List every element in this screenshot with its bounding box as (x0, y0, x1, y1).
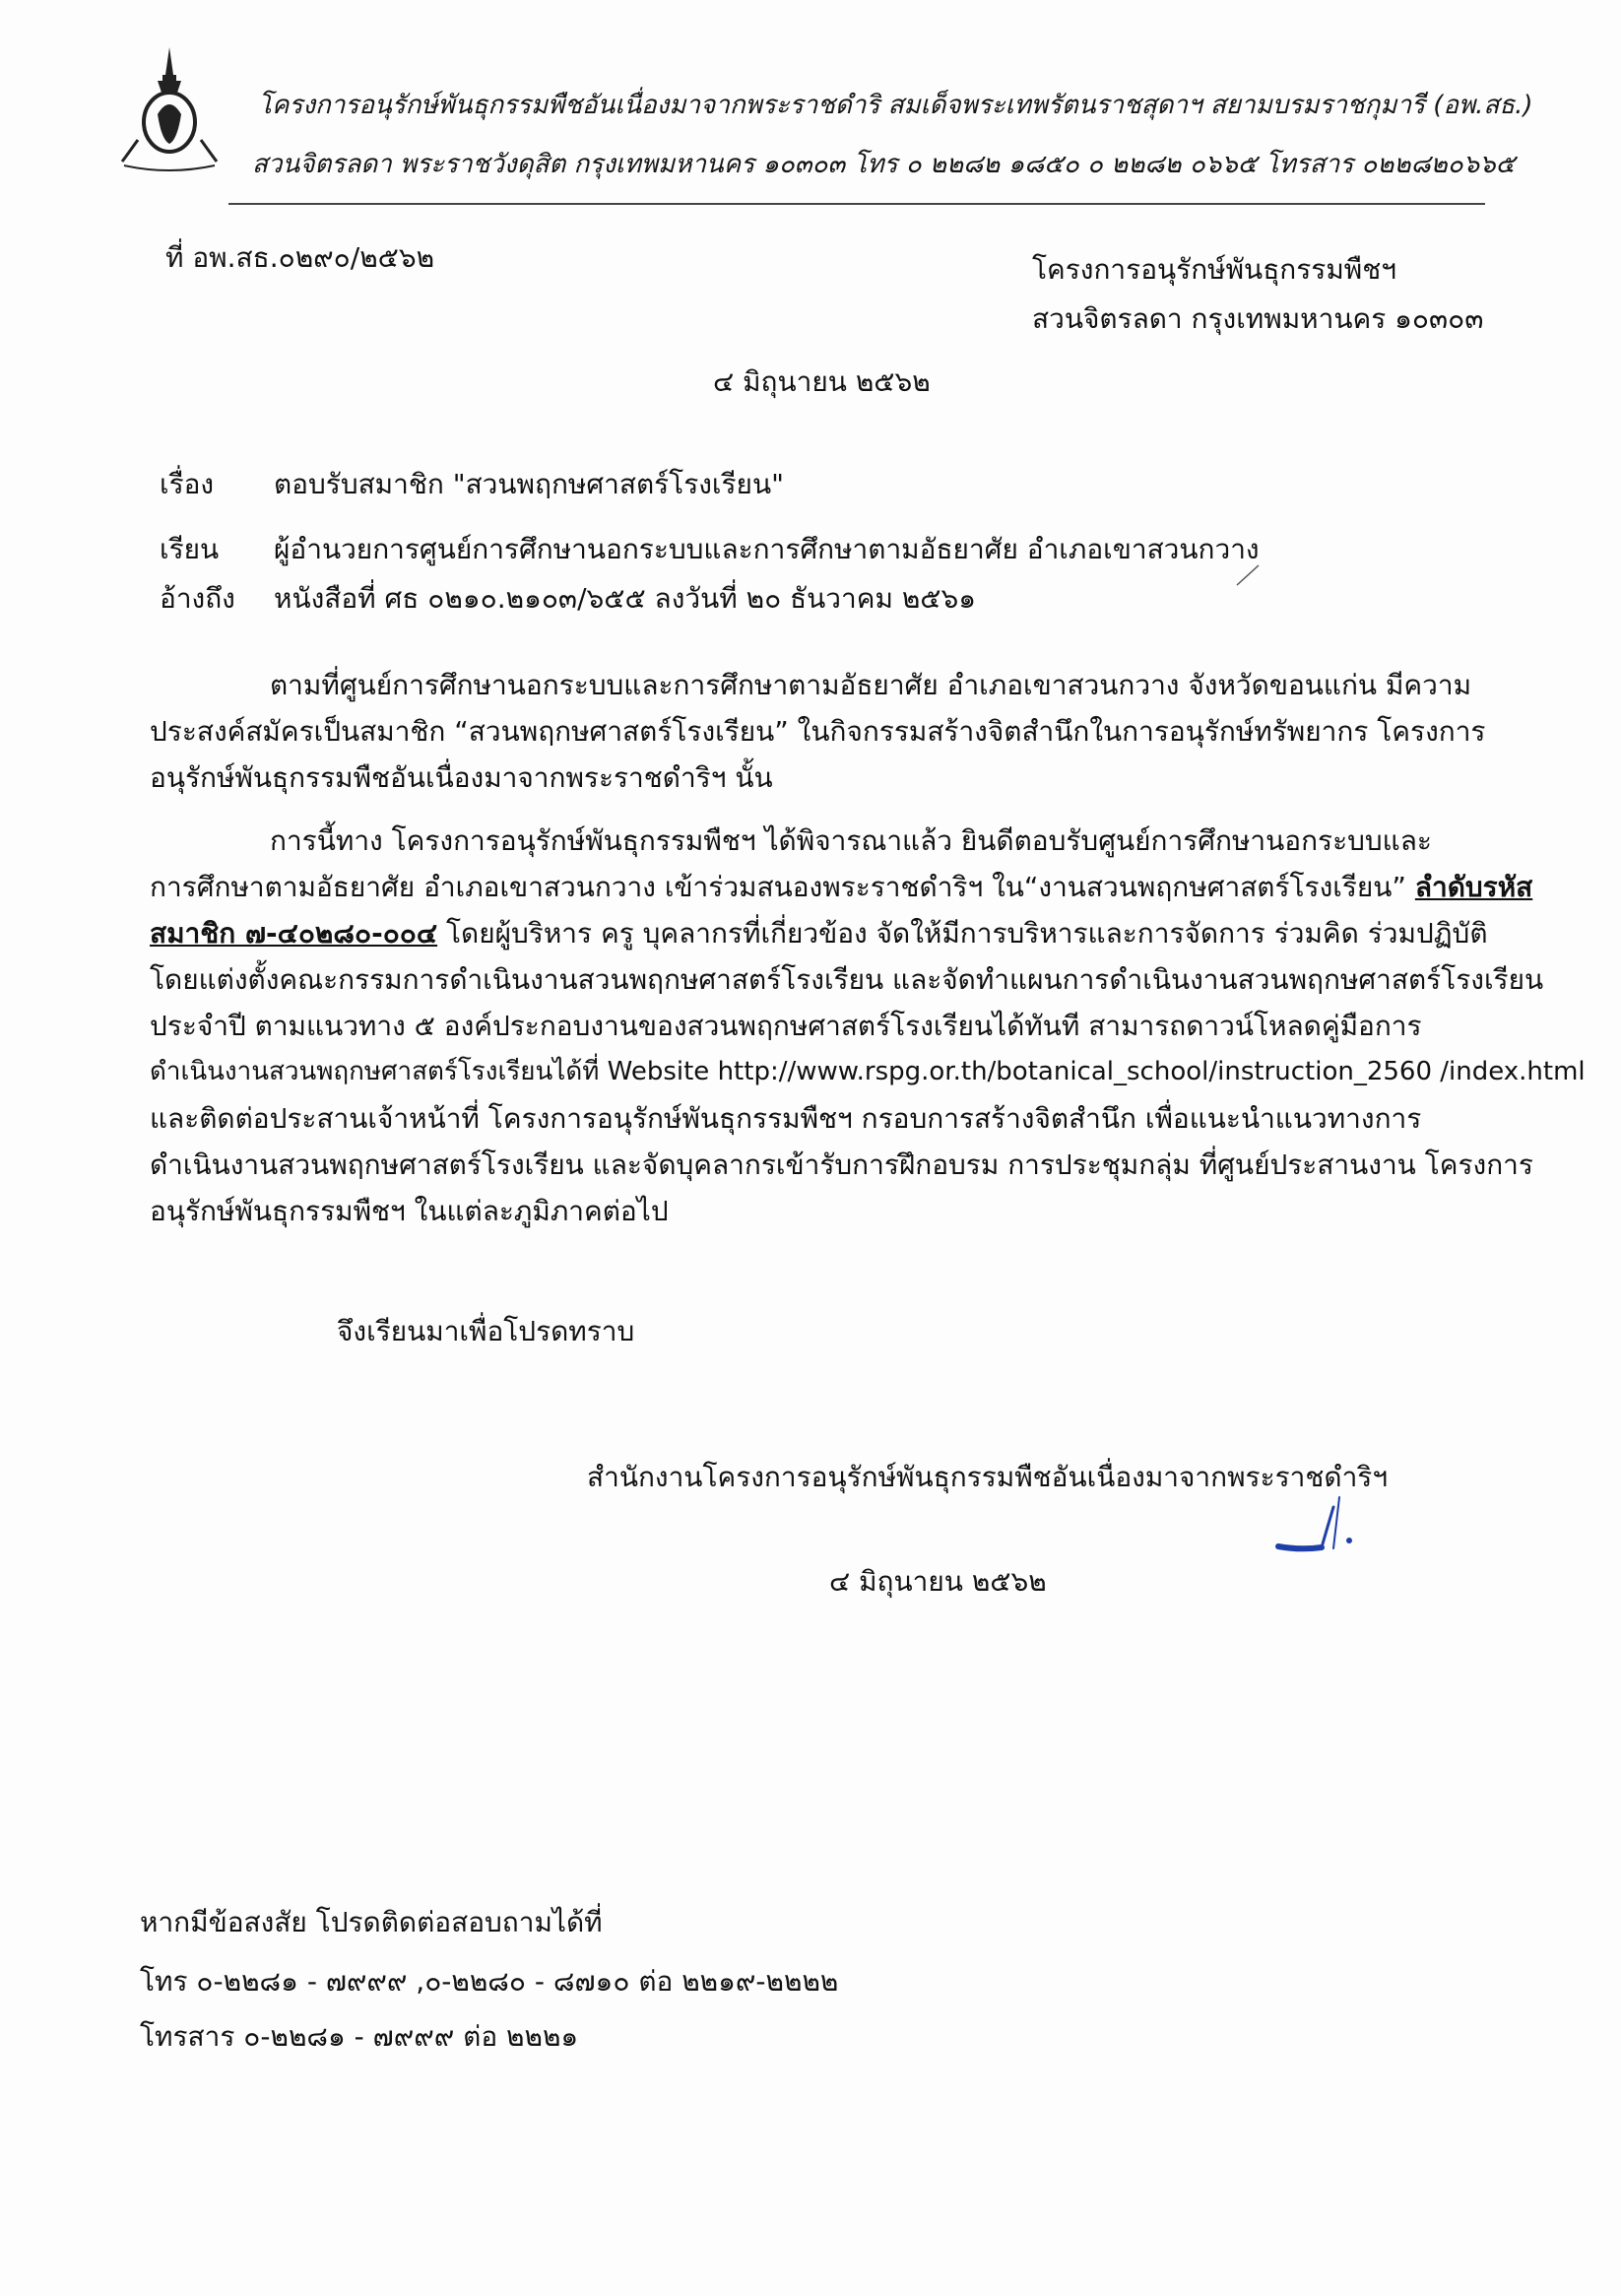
signature-mark (1270, 1477, 1379, 1566)
reference-text: หนังสือที่ ศธ ๐๒๑๐.๒๑๐๓/๖๕๕ ลงวันที่ ๒๐ ธันวาคม ๒๕๖๑ (274, 582, 977, 615)
paragraph-2-line: อนุรักษ์พันธุกรรมพืชฯ ในแต่ละภูมิภาคต่อไป (150, 1195, 669, 1227)
paragraph-2-line (150, 910, 1488, 956)
paragraph-1-line: ตามที่ศูนย์การศึกษานอกระบบและการศึกษาตามอัธยาศัย อำเภอเขาสวนกวาง จังหวัดขอนแก่น มีความ (270, 669, 1472, 701)
body-paragraph-2 (150, 818, 1586, 1234)
signatory-office: สำนักงานโครงการอนุรักษ์พันธุกรรมพืชอันเนื่องมาจากพระราชดำริฯ (587, 1461, 1389, 1493)
paragraph-2-line (150, 864, 1533, 910)
reference-number: ที่ อพ.สธ.๐๒๙๐/๒๕๖๒ (165, 241, 435, 274)
paragraph-1-line: ประสงค์สมัครเป็นสมาชิก “สวนพฤกษศาสตร์โรงเรียน” ในกิจกรรมสร้างจิตสำนึกในการอนุรักษ์ทรัพยากร โครงการ (150, 715, 1486, 748)
paragraph-1-line: อนุรักษ์พันธุกรรมพืชอันเนื่องมาจากพระราชดำริฯ นั้น (150, 761, 773, 794)
signature-date: ๔ มิถุนายน ๒๕๖๒ (829, 1565, 1047, 1598)
sender-line-1: โครงการอนุรักษ์พันธุกรรมพืชฯ (1032, 253, 1396, 286)
recipient-label: เรียน (160, 533, 220, 565)
reference-label: อ้างถึง (160, 582, 235, 615)
subject-text: ตอบรับสมาชิก "สวนพฤกษศาสตร์โรงเรียน" (274, 468, 784, 500)
recipient-text: ผู้อำนวยการศูนย์การศึกษานอกระบบและการศึกษาตามอัธยาศัย อำเภอเขาสวนกวาง (274, 533, 1260, 565)
paragraph-2-text: โดยผู้บริหาร ครู บุคลากรที่เกี่ยวข้อง จัดให้มีการบริหารและการจัดการ ร่วมคิด ร่วมปฏิบัติ (437, 917, 1488, 950)
sender-line-2: สวนจิตรลดา กรุงเทพมหานคร ๑๐๓๐๓ (1032, 302, 1484, 335)
contact-fax: โทรสาร ๐-๒๒๘๑ - ๗๙๙๙ ต่อ ๒๒๒๑ (140, 2020, 579, 2053)
contact-phone: โทร ๐-๒๒๘๑ - ๗๙๙๙ ,๐-๒๒๘๐ - ๘๗๑๐ ต่อ ๒๒๑๙-๒๒๒๒ (140, 1965, 839, 1998)
paragraph-2-text: การศึกษาตามอัธยาศัย อำเภอเขาสวนกวาง เข้าร่วมสนองพระราชดำริฯ ใน“งานสวนพฤกษศาสตร์โรงเรียน” (150, 871, 1415, 903)
letter-date: ๔ มิถุนายน ๒๕๖๒ (713, 365, 931, 398)
header-address-line: สวนจิตรลดา พระราชวังดุสิต กรุงเทพมหานคร ๑๐๓๐๓ โทร ๐ ๒๒๘๒ ๑๘๕๐ ๐ ๒๒๘๒ ๐๖๖๕ โทรสาร ๐๒๒๘๒๐๖๖๕ (252, 150, 1516, 179)
paragraph-2-line: การนี้ทาง โครงการอนุรักษ์พันธุกรรมพืชฯ ได้พิจารณาแล้ว ยินดีตอบรับศูนย์การศึกษานอกระบบและ (270, 824, 1432, 857)
body-paragraph-1 (150, 662, 1486, 801)
header-divider (228, 203, 1485, 205)
header-org-line: โครงการอนุรักษ์พันธุกรรมพืชอันเนื่องมาจากพระราชดำริ สมเด็จพระเทพรัตนราชสุดาฯ สยามบรมราชกุมารี (อพ.สธ.) (258, 91, 1533, 120)
subject-label: เรื่อง (160, 468, 215, 500)
pen-tick-mark (1235, 561, 1261, 587)
paragraph-2-line: และติดต่อประสานเจ้าหน้าที่ โครงการอนุรักษ์พันธุกรรมพืชฯ กรอบการสร้างจิตสำนึก เพื่อแนะนำแนวทางการ (150, 1102, 1422, 1135)
closing-line: จึงเรียนมาเพื่อโปรดทราบ (337, 1315, 635, 1347)
rspg-emblem-icon (118, 45, 221, 173)
member-code: สมาชิก ๗-๔๐๒๘๐-๐๐๔ (150, 917, 438, 950)
paragraph-2-line: ดำเนินงานสวนพฤกษศาสตร์โรงเรียน และจัดบุคลากรเข้ารับการฝึกอบรม การประชุมกลุ่ม ที่ศูนย์ประสานงาน โครงการ (150, 1148, 1533, 1181)
website-link-line: ดำเนินงานสวนพฤกษศาสตร์โรงเรียนได้ที่ Website http://www.rspg.or.th/botanical_school/instruction_2560 /index.html (150, 1057, 1586, 1086)
member-code-label: ลำดับรหัส (1414, 871, 1533, 903)
paragraph-2-line: ประจำปี ตามแนวทาง ๕ องค์ประกอบงานของสวนพฤกษศาสตร์โรงเรียนได้ทันที สามารถดาวน์โหลดคู่มือการ (150, 1010, 1422, 1042)
paragraph-2-line: โดยแต่งตั้งคณะกรรมการดำเนินงานสวนพฤกษศาสตร์โรงเรียน และจัดทำแผนการดำเนินงานสวนพฤกษศาสตร์โรงเรียน (150, 963, 1544, 996)
inquiry-line: หากมีข้อสงสัย โปรดติดต่อสอบถามได้ที่ (140, 1906, 603, 1938)
